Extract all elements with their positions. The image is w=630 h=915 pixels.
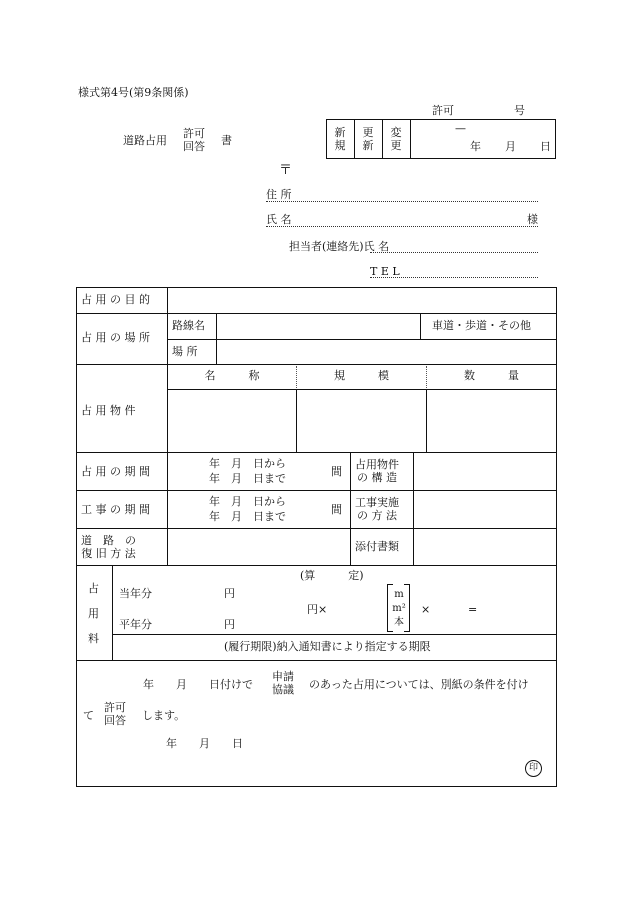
deadline-text: (履行期限)納入通知書により指定する期限 bbox=[224, 640, 431, 653]
current-year-label: 当年分 bbox=[119, 587, 152, 600]
type-change: 変 更 bbox=[390, 126, 402, 152]
honorific: 様 bbox=[527, 213, 538, 226]
work-method-label: 工事実施 の 方 法 bbox=[355, 496, 399, 522]
work-method-field[interactable] bbox=[414, 491, 556, 528]
title-options bbox=[183, 127, 205, 153]
work-period-to[interactable]: 年 月 日まで bbox=[209, 510, 286, 523]
title-main: 道路占用 bbox=[123, 134, 167, 147]
equals-sign: = bbox=[468, 603, 478, 616]
type-day: 日 bbox=[540, 140, 551, 153]
contact-label: 担当者(連絡先)氏 名 bbox=[289, 240, 390, 253]
tel-line[interactable] bbox=[370, 277, 538, 278]
period-between: 間 bbox=[331, 465, 342, 478]
normal-year-label: 平年分 bbox=[119, 618, 152, 631]
type-month: 月 bbox=[505, 140, 516, 153]
title-suffix: 書 bbox=[221, 134, 232, 147]
postal-mark: 〒 bbox=[279, 163, 293, 178]
type-new: 新 規 bbox=[334, 126, 346, 152]
form-id: 様式第4号(第9条関係) bbox=[78, 86, 189, 99]
address-line[interactable] bbox=[266, 201, 538, 202]
unit-options[interactable]: m m² 本 bbox=[392, 589, 406, 628]
seal-mark: 印 bbox=[525, 760, 542, 777]
permit-word: 許可 bbox=[432, 104, 454, 117]
signature-date[interactable]: 年 月 日 bbox=[166, 737, 243, 750]
purpose-field[interactable] bbox=[168, 288, 556, 313]
name-line[interactable] bbox=[266, 226, 538, 227]
attachments-label: 添付書類 bbox=[355, 540, 399, 553]
objects-label: 占 用 物 件 bbox=[81, 404, 136, 417]
type-dash: — bbox=[455, 122, 466, 135]
statement-tail: のあった占用については、別紙の条件を付け bbox=[309, 678, 529, 691]
route-field[interactable] bbox=[217, 314, 420, 339]
attachments-field[interactable] bbox=[414, 529, 556, 565]
statement-permit-options: 許可 回答 bbox=[104, 701, 126, 727]
period-to[interactable]: 年 月 日まで bbox=[209, 472, 286, 485]
work-period-between: 間 bbox=[331, 503, 342, 516]
number-word: 号 bbox=[514, 104, 525, 117]
fee-label: 占 用 料 bbox=[88, 582, 99, 645]
period-from[interactable]: 年 月 日から bbox=[209, 457, 286, 470]
col-qty-header: 数 量 bbox=[464, 369, 519, 382]
address-label: 住 所 bbox=[266, 188, 292, 201]
contact-line[interactable] bbox=[370, 252, 538, 253]
restore-field[interactable] bbox=[168, 529, 350, 565]
normal-year-yen: 円 bbox=[224, 618, 235, 631]
title-option-reply: 回答 bbox=[183, 140, 205, 153]
current-year-yen: 円 bbox=[224, 587, 235, 600]
col-name-header: 名 称 bbox=[204, 369, 260, 382]
route-label: 路線名 bbox=[172, 319, 205, 332]
times-sign: × bbox=[421, 603, 431, 616]
statement-date[interactable]: 年 月 日付けで bbox=[143, 678, 253, 691]
type-year: 年 bbox=[470, 140, 481, 153]
structure-field[interactable] bbox=[414, 453, 556, 490]
calc-label: (算 定) bbox=[300, 569, 364, 582]
location-field[interactable] bbox=[217, 340, 556, 364]
col-scale-header: 規 模 bbox=[334, 369, 389, 382]
object-name-field[interactable] bbox=[168, 390, 296, 452]
unit-rate: 円× bbox=[307, 603, 328, 616]
statement-te: て bbox=[83, 709, 94, 722]
tel-label: T E L bbox=[370, 265, 400, 278]
restore-label: 道 路 の 復 旧 方 法 bbox=[81, 534, 136, 560]
location-label: 場 所 bbox=[172, 345, 198, 358]
type-renew: 更 新 bbox=[362, 126, 374, 152]
work-period-from[interactable]: 年 月 日から bbox=[209, 495, 286, 508]
object-qty-field[interactable] bbox=[427, 390, 556, 452]
place-label: 占 用 の 場 所 bbox=[81, 331, 150, 344]
name-label: 氏 名 bbox=[266, 213, 292, 226]
purpose-label: 占 用 の 目 的 bbox=[81, 293, 150, 306]
work-period-label: 工 事 の 期 間 bbox=[81, 503, 150, 516]
object-scale-field[interactable] bbox=[297, 390, 426, 452]
period-label: 占 用 の 期 間 bbox=[81, 465, 150, 478]
statement-options: 申請 協議 bbox=[272, 670, 294, 696]
structure-label: 占用物件 の 構 造 bbox=[355, 458, 399, 484]
title-option-permit: 許可 bbox=[183, 127, 205, 140]
road-type-options[interactable]: 車道・歩道・その他 bbox=[432, 319, 531, 332]
statement-shimasu: します。 bbox=[142, 709, 186, 722]
